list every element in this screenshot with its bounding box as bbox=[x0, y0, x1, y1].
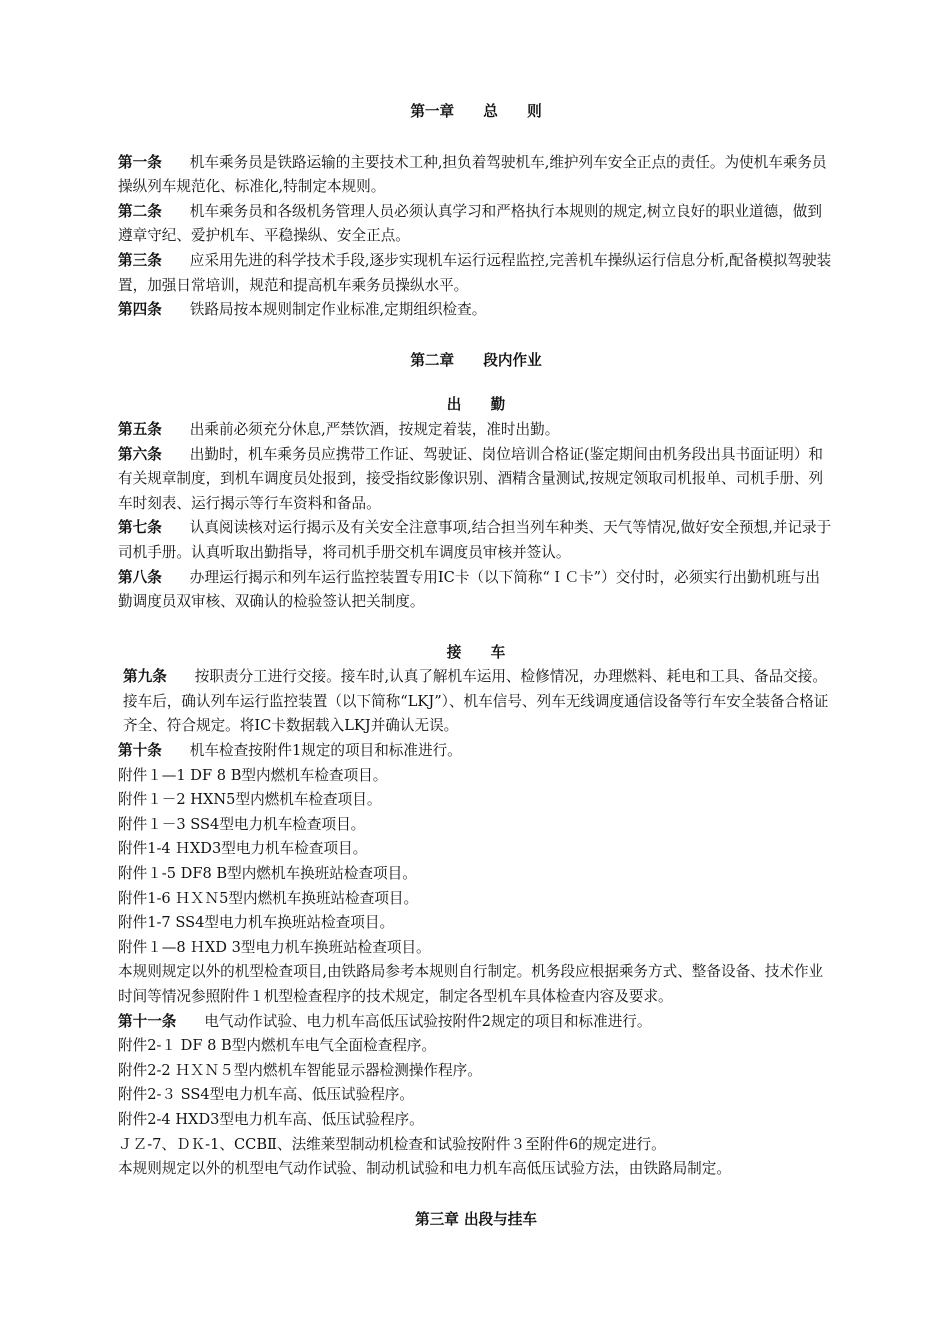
article-6 bbox=[118, 443, 834, 517]
chapter-2-title: 第二章 段内作业 bbox=[410, 351, 542, 369]
attachment-1-6: 附件1-6 ＨＸＮ5型内燃机车换班站检查项目。 bbox=[118, 889, 419, 907]
paragraph-after-article-10: 本规则规定以外的机型检查项目,由铁路局参考本规则自行制定。机务段应根据乘务方式、整备设备、技术作业时间等情况参照附件１机型检查程序的技术规定，制定各型机车具体检查内容及要求。 bbox=[118, 963, 824, 1005]
article-text: 铁路局按本规则制定作业标准,定期组织检查。 bbox=[189, 301, 487, 319]
article-number: 第四条 bbox=[118, 301, 162, 319]
article-number: 第十一条 bbox=[118, 1012, 177, 1030]
attachment-1-3: 附件１－3 SS4型电力机车检查项目。 bbox=[118, 815, 366, 833]
other-models-line: 本规则规定以外的机型电气动作试验、制动机试验和电力机车高低压试验方法，由铁路局制定。 bbox=[118, 1160, 731, 1178]
article-11 bbox=[118, 1010, 834, 1035]
article-text: 机车检查按附件1规定的项目和标准进行。 bbox=[189, 742, 462, 760]
attachment-2-1: 附件2-１ DF 8 B型内燃机车电气全面检查程序。 bbox=[118, 1037, 437, 1055]
article-8 bbox=[118, 566, 834, 615]
article-number: 第八条 bbox=[118, 568, 162, 586]
article-5 bbox=[118, 418, 834, 443]
section-chuqin-title: 出 勤 bbox=[446, 396, 506, 414]
article-3 bbox=[118, 249, 834, 298]
article-2 bbox=[118, 200, 834, 249]
article-7 bbox=[118, 516, 834, 565]
article-number: 第一条 bbox=[118, 153, 162, 171]
article-text: 机车乘务员和各级机务管理人员必须认真学习和严格执行本规则的规定,树立良好的职业道德，做到遵章守纪、爱护机车、平稳操纵、安全正点。 bbox=[118, 202, 822, 245]
attachment-1-7: 附件1-7 SS4型电力机车换班站检查项目。 bbox=[118, 914, 395, 932]
article-text: 机车乘务员是铁路运输的主要技术工种,担负着驾驶机车,维护列车安全正点的责任。为使机车乘务员操纵列车规范化、标准化,特制定本规则。 bbox=[118, 153, 827, 196]
brake-test-line: ＪＺ-7、ＤＫ-1、CCBⅡ、法维莱型制动机检查和试验按附件３至附件6的规定进行。 bbox=[118, 1135, 666, 1153]
article-number: 第三条 bbox=[118, 251, 162, 269]
document-body bbox=[118, 100, 834, 1232]
section-jieche-title: 接 车 bbox=[446, 643, 506, 661]
chapter-1-title: 第一章 总 则 bbox=[410, 103, 542, 120]
article-9 bbox=[118, 665, 834, 739]
article-text: 按职责分工进行交接。接车时,认真了解机车运用、检修情况，办理燃料、耗电和工具、备品交接。接车后，确认列车运行监控装置（以下简称“LKJ”）、机车信号、列车无线调度通信设备等行车安全装备合格证齐全、符合规定。将IC卡数据载入LKJ并确认无误。 bbox=[123, 668, 829, 735]
attachment-1-2: 附件１－2 HXN5型内燃机车检查项目。 bbox=[118, 791, 382, 809]
attachment-2-4: 附件2-4 HXD3型电力机车高、低压试验程序。 bbox=[118, 1110, 424, 1128]
attachment-1-1: 附件１—1 DF 8 B型内燃机车检查项目。 bbox=[118, 766, 388, 784]
attachment-1-5: 附件１-5 DF8 B型内燃机车换班站检查项目。 bbox=[118, 865, 417, 883]
article-number: 第五条 bbox=[118, 420, 162, 438]
article-text: 应采用先进的科学技术手段,逐步实现机车运行远程监控,完善机车操纵运行信息分析,配备模拟驾驶装置，加强日常培训，规范和提高机车乘务员操纵水平。 bbox=[118, 251, 832, 294]
article-4 bbox=[118, 298, 834, 323]
article-text: 办理运行揭示和列车运行监控装置专用IC卡（以下简称“ＩＣ卡”）交付时，必须实行出勤机班与出勤调度员双审核、双确认的检验签认把关制度。 bbox=[118, 568, 820, 611]
attachment-1-8: 附件１—8 ＨXD 3型电力机车换班站检查项目。 bbox=[118, 938, 431, 956]
article-number: 第二条 bbox=[118, 202, 162, 220]
attachment-1-4: 附件1-4 ＨXD3型电力机车检查项目。 bbox=[118, 840, 368, 858]
article-number: 第十条 bbox=[118, 742, 162, 760]
article-text: 出乘前必须充分休息,严禁饮酒，按规定着装，准时出勤。 bbox=[189, 420, 560, 438]
attachment-2-3: 附件2-３ SS4型电力机车高、低压试验程序。 bbox=[118, 1086, 414, 1104]
article-text: 电气动作试验、电力机车高低压试验按附件2规定的项目和标准进行。 bbox=[204, 1012, 652, 1030]
article-number: 第九条 bbox=[123, 668, 167, 686]
article-1 bbox=[118, 151, 834, 200]
article-text: 认真阅读核对运行揭示及有关安全注意事项,结合担当列车种类、天气等情况,做好安全预想,并记录于司机手册。认真听取出勤指导，将司机手册交机车调度员审核并签认。 bbox=[118, 519, 832, 561]
chapter-3-title: 第三章 出段与挂车 bbox=[415, 1210, 537, 1228]
attachment-2-2: 附件2-2 ＨＸＮ５型内燃机车智能显示器检测操作程序。 bbox=[118, 1061, 482, 1079]
article-number: 第七条 bbox=[118, 519, 162, 537]
article-10 bbox=[118, 739, 834, 764]
article-number: 第六条 bbox=[118, 445, 162, 463]
article-text: 出勤时，机车乘务员应携带工作证、驾驶证、岗位培训合格证(鉴定期间由机务段出具书面证明）和有关规章制度，到机车调度员处报到，接受指纹影像识别、酒精含量测试,按规定领取司机报单、司机手册、列车时刻表、运行揭示等行车资料和备品。 bbox=[118, 445, 824, 512]
